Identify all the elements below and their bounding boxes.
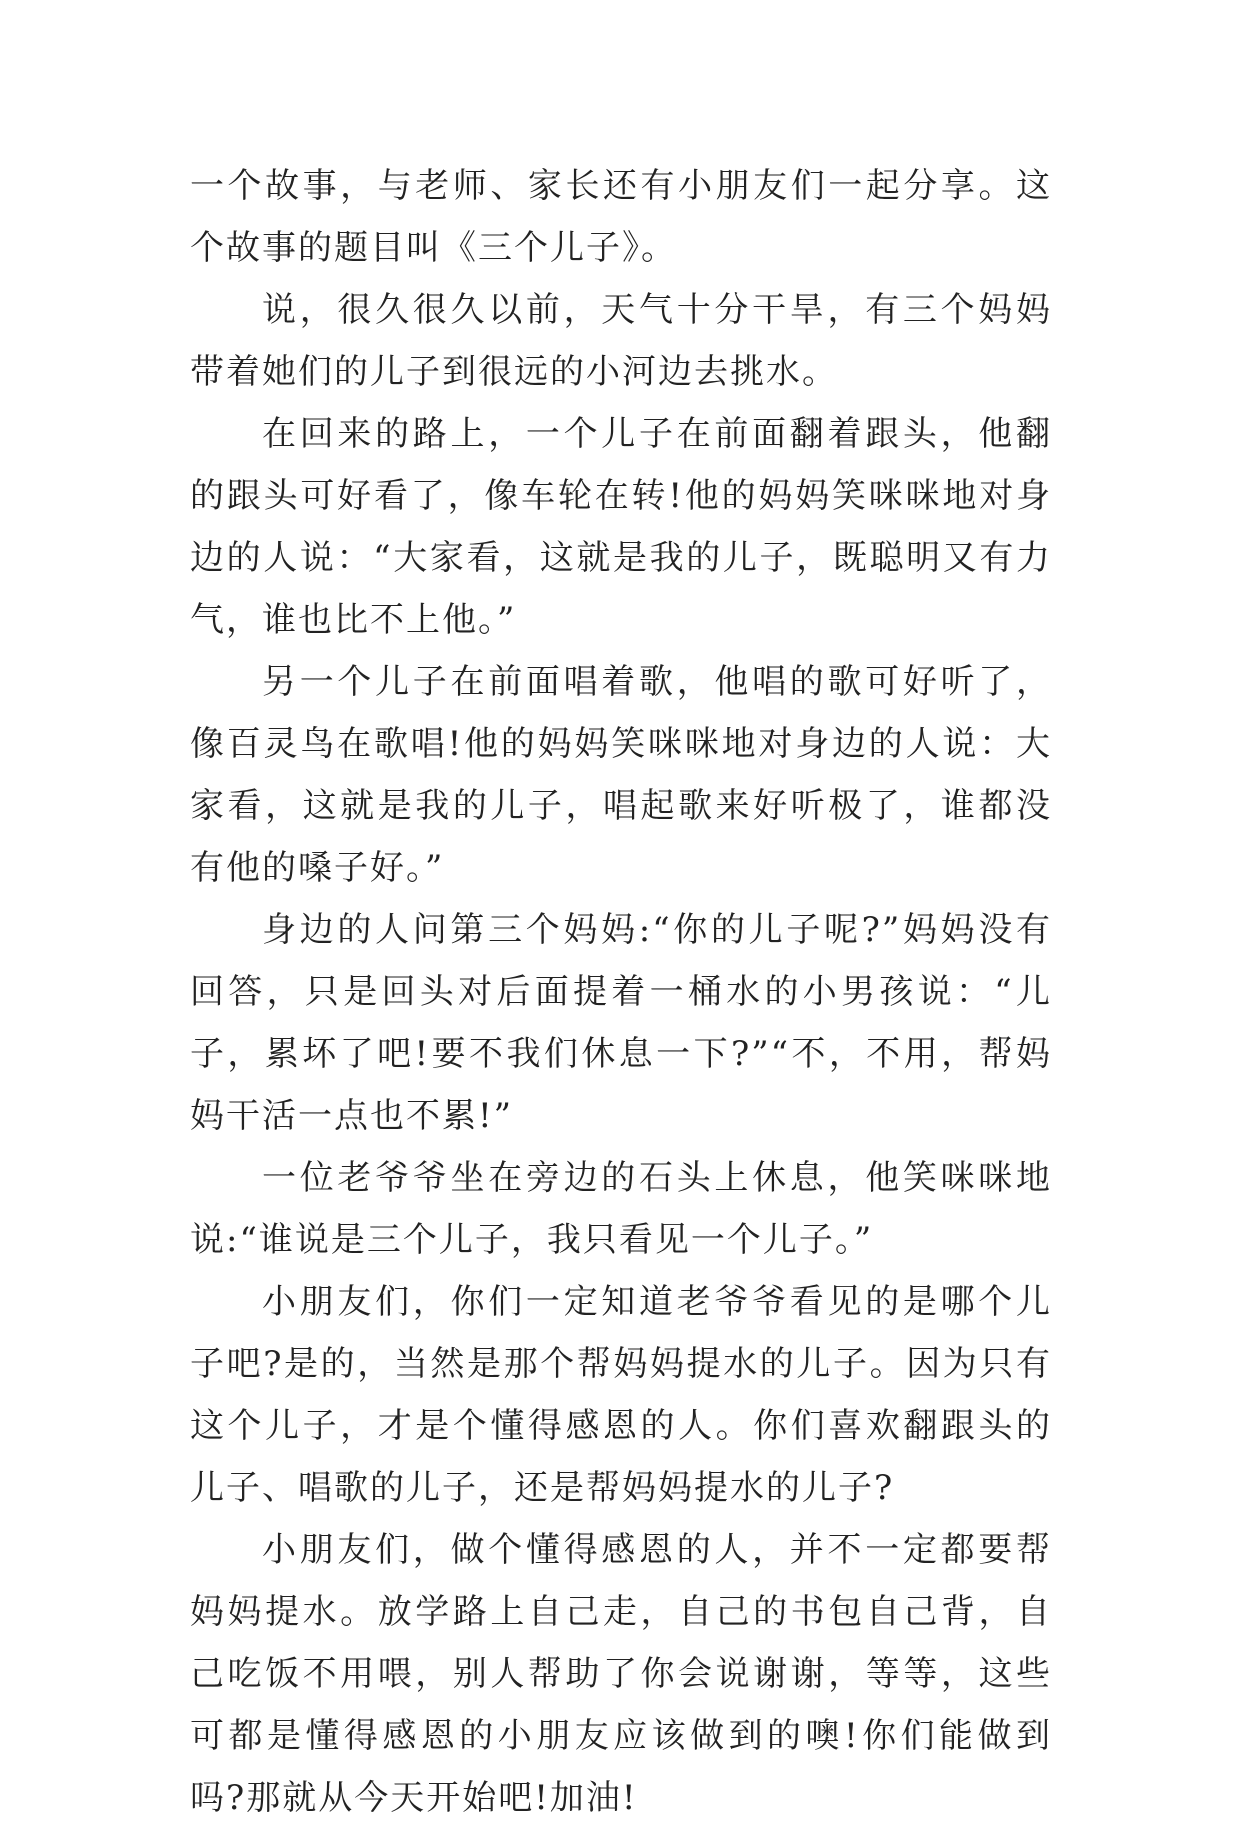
document-body (190, 155, 1052, 1829)
paragraph-old-man: 一位老爷爷坐在旁边的石头上休息，他笑咪咪地说:“谁说是三个儿子，我只看见一个儿子。” (190, 1158, 1052, 1260)
paragraph-question: 小朋友们，你们一定知道老爷爷看见的是哪个儿子吧?是的，当然是那个帮妈妈提水的儿子。因为只有这个儿子，才是个懂得感恩的人。你们喜欢翻跟头的儿子、唱歌的儿子，还是帮妈妈提水的儿子? (190, 1282, 1052, 1508)
paragraph-story-opening: 说，很久很久以前，天气十分干旱，有三个妈妈带着她们的儿子到很远的小河边去挑水。 (190, 290, 1052, 392)
paragraph-intro: 一个故事，与老师、家长还有小朋友们一起分享。这个故事的题目叫《三个儿子》。 (190, 166, 1052, 268)
paragraph-first-son: 在回来的路上，一个儿子在前面翻着跟头，他翻的跟头可好看了，像车轮在转!他的妈妈笑咪咪地对身边的人说：“大家看，这就是我的儿子，既聪明又有力气，谁也比不上他。” (190, 414, 1052, 640)
paragraph-third-son: 身边的人问第三个妈妈:“你的儿子呢?”妈妈没有回答，只是回头对后面提着一桶水的小男孩说：“儿子，累坏了吧!要不我们休息一下?”“不，不用，帮妈妈干活一点也不累!” (190, 910, 1052, 1136)
paragraph-second-son: 另一个儿子在前面唱着歌，他唱的歌可好听了，像百灵鸟在歌唱!他的妈妈笑咪咪地对身边的人说：大家看，这就是我的儿子，唱起歌来好听极了，谁都没有他的嗓子好。” (190, 662, 1052, 888)
paragraph-conclusion: 小朋友们，做个懂得感恩的人，并不一定都要帮妈妈提水。放学路上自己走，自己的书包自己背，自己吃饭不用喂，别人帮助了你会说谢谢，等等，这些可都是懂得感恩的小朋友应该做到的噢!你们能做到吗?那就从今天开始吧!加油! (190, 1530, 1052, 1818)
